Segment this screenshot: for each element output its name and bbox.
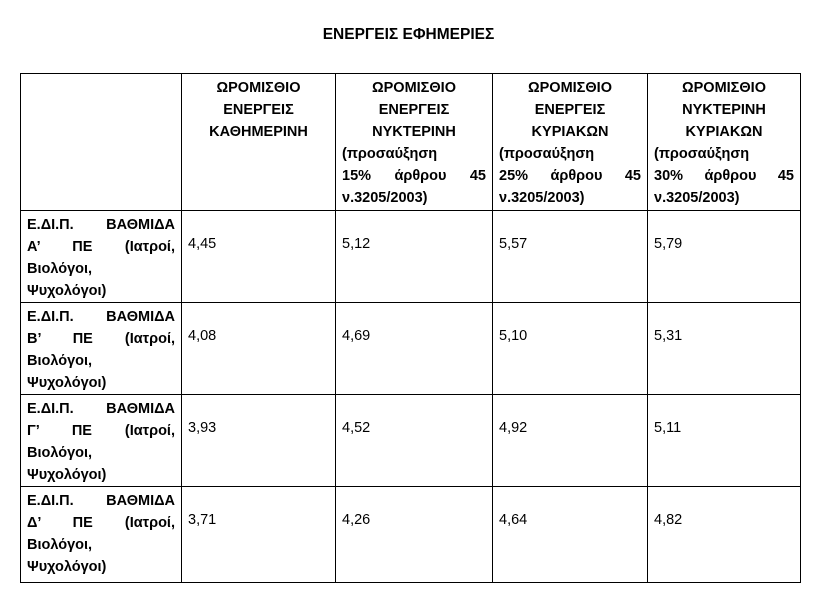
header-line: ΝΥΚΤΕΡΙΝΗ (372, 124, 456, 140)
row-label (21, 303, 182, 395)
table-row (21, 211, 801, 303)
row-label (21, 211, 182, 303)
row-label-line: Ψυχολόγοι) (27, 467, 107, 483)
row-label-line: Βιολόγοι, (27, 537, 93, 553)
rate-cell: 5,11 (648, 395, 801, 487)
row-label (21, 395, 182, 487)
row-label-line: Ψυχολόγοι) (27, 559, 107, 575)
row-label-line: Ε.ΔΙ.Π. ΒΑΘΜΙΔΑ (27, 493, 175, 509)
rate-cell: 4,92 (493, 395, 648, 487)
header-note-line: 25% άρθρου 45 (499, 168, 641, 184)
header-row (21, 74, 801, 211)
header-line: ΕΝΕΡΓΕΙΣ (223, 102, 294, 118)
rate-cell: 4,82 (648, 487, 801, 583)
rate-cell: 5,10 (493, 303, 648, 395)
header-line: ΚΥΡΙΑΚΩΝ (685, 124, 763, 140)
column-header (648, 74, 801, 211)
header-note-line: ν.3205/2003) (342, 190, 428, 206)
row-label (21, 487, 182, 583)
header-line: ΩΡΟΜΙΣΘΙΟ (528, 80, 612, 96)
header-line: ΚΑΘΗΜΕΡΙΝΗ (209, 124, 308, 140)
header-line: ΚΥΡΙΑΚΩΝ (531, 124, 609, 140)
column-header (336, 74, 493, 211)
header-note-line: (προσαύξηση (654, 146, 750, 162)
header-line: ΩΡΟΜΙΣΘΙΟ (372, 80, 456, 96)
rate-cell: 4,69 (336, 303, 493, 395)
row-label-line: Ε.ΔΙ.Π. ΒΑΘΜΙΔΑ (27, 401, 175, 417)
rate-cell: 4,08 (182, 303, 336, 395)
header-note-line: 15% άρθρου 45 (342, 168, 486, 184)
rates-table (20, 73, 801, 583)
row-label-line: Ψυχολόγοι) (27, 283, 107, 299)
rate-cell: 5,57 (493, 211, 648, 303)
rate-cell: 4,52 (336, 395, 493, 487)
rate-cell: 4,64 (493, 487, 648, 583)
rate-cell: 5,79 (648, 211, 801, 303)
rate-cell: 4,45 (182, 211, 336, 303)
row-label-line: Βιολόγοι, (27, 353, 93, 369)
header-note-line: ν.3205/2003) (499, 190, 585, 206)
table-row (21, 395, 801, 487)
table-row (21, 487, 801, 583)
document-title: ΕΝΕΡΓΕΙΣ ΕΦΗΜΕΡΙΕΣ (322, 26, 495, 43)
row-label-line: Ε.ΔΙ.Π. ΒΑΘΜΙΔΑ (27, 309, 175, 325)
rate-cell: 4,26 (336, 487, 493, 583)
table-row (21, 303, 801, 395)
rate-cell: 5,31 (648, 303, 801, 395)
row-label-line: Ε.ΔΙ.Π. ΒΑΘΜΙΔΑ (27, 217, 175, 233)
header-note-line: (προσαύξηση (499, 146, 595, 162)
row-label-line: Β’ ΠΕ (Ιατροί, (27, 331, 175, 347)
column-header (493, 74, 648, 211)
row-label-line: Βιολόγοι, (27, 445, 93, 461)
header-line: ΕΝΕΡΓΕΙΣ (534, 102, 606, 118)
header-note-line: ν.3205/2003) (654, 190, 740, 206)
rate-cell: 3,71 (182, 487, 336, 583)
row-label-line: Α’ ΠΕ (Ιατροί, (27, 239, 175, 255)
row-label-line: Ψυχολόγοι) (27, 375, 107, 391)
header-line: ΩΡΟΜΙΣΘΙΟ (216, 80, 301, 96)
header-line: ΕΝΕΡΓΕΙΣ (378, 102, 450, 118)
row-label-line: Δ’ ΠΕ (Ιατροί, (27, 515, 175, 531)
rate-cell: 5,12 (336, 211, 493, 303)
row-label-line: Βιολόγοι, (27, 261, 93, 277)
header-line: ΝΥΚΤΕΡΙΝΗ (682, 102, 766, 118)
row-label-line: Γ’ ΠΕ (Ιατροί, (27, 423, 175, 439)
header-line: ΩΡΟΜΙΣΘΙΟ (682, 80, 766, 96)
header-note-line: 30% άρθρου 45 (654, 168, 794, 184)
column-header (182, 74, 336, 211)
header-note-line: (προσαύξηση (342, 146, 438, 162)
rate-cell: 3,93 (182, 395, 336, 487)
header-empty-cell (21, 74, 182, 211)
